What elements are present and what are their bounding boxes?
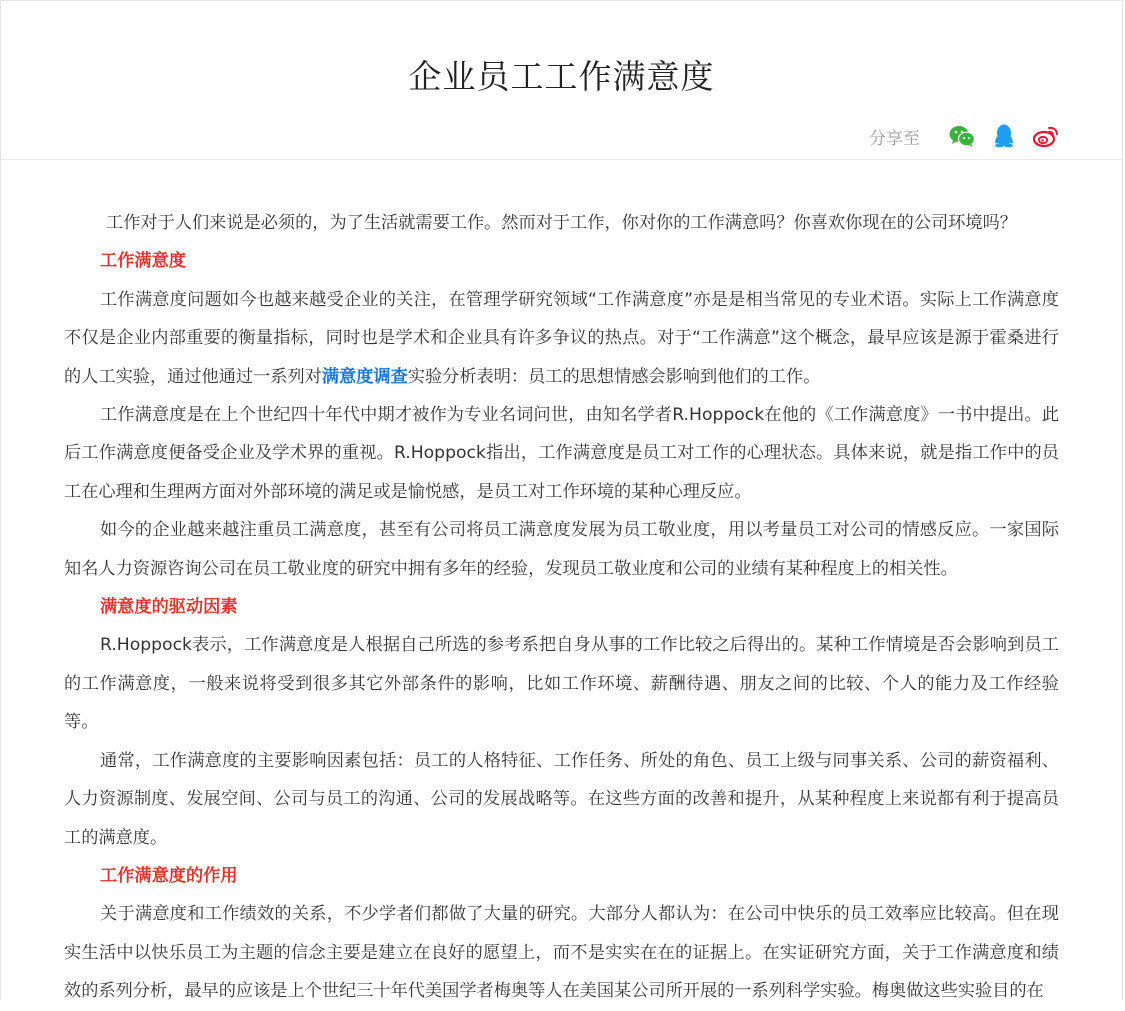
- paragraph: R.Hoppock表示，工作满意度是人根据自己所选的参考系把自身从事的工作比较之后得出的。某种工作情境是否会影响到员工的工作满意度，一般来说将受到很多其它外部条件的影响，比如工作环境、薪酬待遇、朋友之间的比较、个人的能力及工作经验等。: [64, 635, 1059, 733]
- paragraph-text: 工作满意度问题如今也越来越受企业的关注，在管理学研究领域“工作满意度”亦是是相当常见的专业术语。实际上工作满意度不仅是企业内部重要的衡量指标，同时也是学术和企业具有许多争议的热点。对于“工作满意”这个概念，最早应该是源于霍桑进行的人工实验，通过他通过一系列对: [64, 289, 1059, 387]
- satisfaction-survey-link[interactable]: 满意度调查: [321, 366, 408, 387]
- paragraph-text: 实验分析表明：员工的思想情感会影响到他们的工作。: [407, 366, 821, 387]
- section-heading-job-satisfaction: 工作满意度: [100, 251, 186, 272]
- paragraph: 通常，工作满意度的主要影响因素包括：员工的人格特征、工作任务、所处的角色、员工上级与同事关系、公司的薪资福利、人力资源制度、发展空间、公司与员工的沟通、公司的发展战略等。在这些方面的改善和提升，从某种程度上来说都有利于提高员工的满意度。: [64, 750, 1059, 848]
- paragraph: 工作满意度是在上个世纪四十年代中期才被作为专业名词问世，由知名学者R.Hoppock在他的《工作满意度》一书中提出。此后工作满意度便备受企业及学术界的重视。R.Hoppock指出，工作满意度是员工对工作的心理状态。具体来说，就是指工作中的员工在心理和生理两方面对外部环境的满足或是愉悦感，是员工对工作环境的某种心理反应。: [64, 405, 1059, 502]
- paragraph: [64, 281, 1059, 396]
- paragraph: 如今的企业越来越注重员工满意度，甚至有公司将员工满意度发展为员工敬业度，用以考量员工对公司的情感反应。一家国际知名人力资源咨询公司在员工敬业度的研究中拥有多年的经验，发现员工敬业度和公司的业绩有某种程度上的相关性。: [64, 520, 1059, 579]
- page-title: 企业员工工作满意度: [408, 57, 715, 96]
- weibo-icon[interactable]: [1032, 122, 1060, 150]
- article-body: [1, 160, 1122, 1011]
- paragraph: 关于满意度和工作绩效的关系，不少学者们都做了大量的研究。大部分人都认为：在公司中快乐的员工效率应比较高。但在现实生活中以快乐员工为主题的信念主要是建立在良好的愿望上，而不是实实在在的证据上。在实证研究方面，关于工作满意度和绩效的系列分析，最早的应该是上个世纪三十年代美国学者梅奥等人在美国某公司所开展的一系列科学实验。梅奥做这些实验目的在: [64, 904, 1059, 1002]
- share-label: 分享至: [869, 128, 920, 149]
- qq-icon[interactable]: [990, 122, 1018, 150]
- share-bar: [869, 121, 1060, 151]
- section-heading-drivers: 满意度的驱动因素: [100, 597, 238, 618]
- wechat-icon[interactable]: [948, 122, 976, 150]
- intro-paragraph: 工作对于人们来说是必须的，为了生活就需要工作。然而对于工作，你对你的工作满意吗？你喜欢你现在的公司环境吗？: [106, 213, 1017, 233]
- section-heading-effects: 工作满意度的作用: [100, 865, 238, 886]
- article-header: [1, 1, 1122, 160]
